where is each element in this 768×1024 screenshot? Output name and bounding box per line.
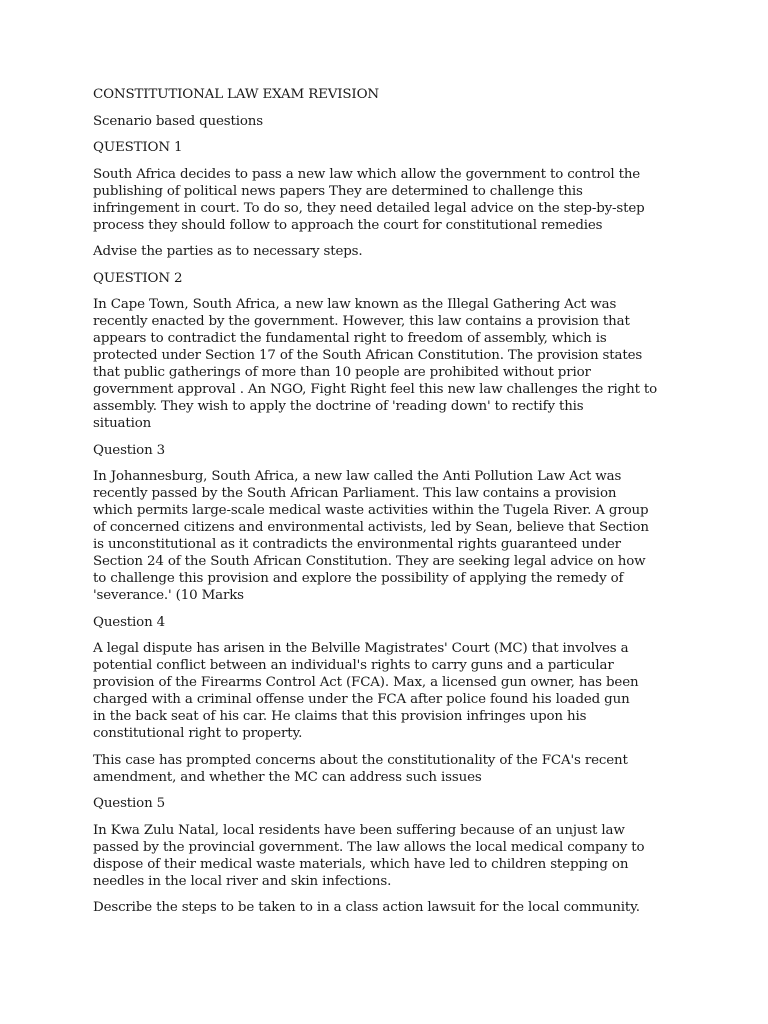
paragraph-line: A legal dispute has arisen in the Belville Magistrates' Court (MC) that involves a — [93, 641, 629, 656]
questions-container — [93, 139, 683, 916]
paragraph-line: recently enacted by the government. However, this law contains a provision that — [93, 314, 630, 329]
paragraph-line: situation — [93, 416, 152, 431]
question-heading: Question 5 — [93, 796, 166, 811]
question-heading: QUESTION 1 — [93, 140, 183, 155]
paragraph-line: In Johannesburg, South Africa, a new law called the Anti Pollution Law Act was — [93, 469, 622, 484]
question-paragraph — [93, 640, 683, 742]
paragraph-line: provision of the Firearms Control Act (FCA). Max, a licensed gun owner, has been — [93, 675, 639, 690]
paragraph-line: to challenge this provision and explore the possibility of applying the remedy of — [93, 571, 624, 586]
paragraph-line: Describe the steps to be taken to in a class action lawsuit for the local community. — [93, 900, 640, 915]
paragraph-line: 'severance.' (10 Marks — [93, 588, 244, 603]
question-paragraph — [93, 243, 683, 260]
paragraph-line: publishing of political news papers They are determined to challenge this — [93, 183, 583, 199]
document-subtitle: Scenario based questions — [93, 113, 264, 129]
paragraph-line: charged with a criminal offense under the FCA after police found his loaded gun — [93, 692, 630, 707]
document-page — [93, 86, 683, 926]
paragraph-line: Section 24 of the South African Constitution. They are seeking legal advice on how — [93, 554, 646, 569]
paragraph-line: passed by the provincial government. The law allows the local medical company to — [93, 839, 645, 855]
paragraph-line: potential conflict between an individual's rights to carry guns and a particular — [93, 658, 614, 673]
paragraph-line: process they should follow to approach the court for constitutional remedies — [93, 217, 603, 233]
question-heading: QUESTION 2 — [93, 270, 183, 286]
paragraph-line: assembly. They wish to apply the doctrine of 'reading down' to rectify this — [93, 399, 584, 414]
paragraph-line: amendment, and whether the MC can address such issues — [93, 769, 482, 785]
question-paragraph — [93, 752, 683, 786]
paragraph-line: constitutional right to property. — [93, 726, 303, 741]
paragraph-line: which permits large-scale medical waste activities within the Tugela River. A group — [93, 503, 649, 518]
paragraph-line: protected under Section 17 of the South African Constitution. The provision states — [93, 348, 643, 363]
paragraph-line: South Africa decides to pass a new law which allow the government to control the — [93, 166, 641, 182]
paragraph-line: In Kwa Zulu Natal, local residents have been suffering because of an unjust law — [93, 822, 625, 838]
paragraph-line: dispose of their medical waste materials, which have led to children stepping on — [93, 856, 629, 872]
paragraph-line: infringement in court. To do so, they need detailed legal advice on the step-by-step — [93, 200, 645, 216]
question-heading: Question 3 — [93, 442, 166, 458]
paragraph-line: needles in the local river and skin infections. — [93, 873, 392, 889]
question-paragraph — [93, 296, 683, 432]
paragraph-line: that public gatherings of more than 10 people are prohibited without prior — [93, 365, 591, 380]
paragraph-line: appears to contradict the fundamental right to freedom of assembly, which is — [93, 331, 607, 346]
paragraph-line: recently passed by the South African Parliament. This law contains a provision — [93, 486, 617, 501]
paragraph-line: Advise the parties as to necessary steps. — [93, 244, 363, 259]
question-paragraph — [93, 899, 683, 916]
paragraph-line: is unconstitutional as it contradicts the environmental rights guaranteed under — [93, 537, 621, 552]
question-paragraph — [93, 468, 683, 604]
paragraph-line: This case has prompted concerns about the constitutionality of the FCA's recent — [93, 752, 628, 768]
question-paragraph — [93, 166, 683, 234]
question-heading: Question 4 — [93, 614, 166, 630]
document-title: CONSTITUTIONAL LAW EXAM REVISION — [93, 87, 379, 102]
paragraph-line: of concerned citizens and environmental activists, led by Sean, believe that Section — [93, 520, 649, 535]
question-paragraph — [93, 822, 683, 890]
paragraph-line: government approval . An NGO, Fight Right feel this new law challenges the right to — [93, 382, 658, 397]
paragraph-line: In Cape Town, South Africa, a new law known as the Illegal Gathering Act was — [93, 297, 617, 312]
paragraph-line: in the back seat of his car. He claims that this provision infringes upon his — [93, 709, 587, 724]
